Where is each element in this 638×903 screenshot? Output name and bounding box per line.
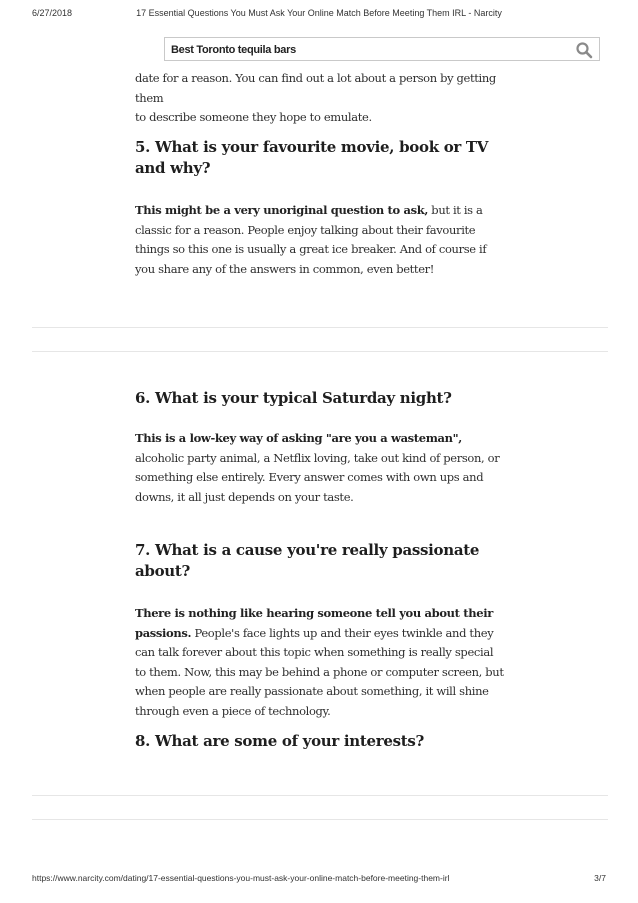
section-divider: [32, 327, 608, 328]
print-date: 6/27/2018: [32, 8, 73, 18]
print-url: https://www.narcity.com/dating/17-essential-questions-you-must-ask-your-online-match-before-meeting-them-irl: [32, 873, 450, 883]
question-6-body: alcoholic party animal, a Netflix loving, take out kind of person, or something else entirely. Every answer comes with own ups and downs, it all just depends on your taste.: [135, 450, 500, 504]
question-8-heading: 8. What are some of your interests?: [135, 732, 425, 750]
partial-paragraph-line-1: date for a reason. You can find out a lot about a person by getting them: [135, 71, 496, 105]
question-6-paragraph: [135, 429, 507, 507]
question-5-paragraph: [135, 201, 507, 279]
print-header: [32, 8, 606, 22]
question-5-body: but it is a classic for a reason. People enjoy talking about their favourite things so this one is usually a great ice breaker. And of course if you share any of the answers in common, even better!: [135, 203, 487, 276]
partial-paragraph: [135, 69, 507, 128]
search-input[interactable]: [171, 41, 561, 58]
question-6-section: [135, 388, 507, 507]
question-8-section: [135, 731, 507, 752]
section-divider: [32, 351, 608, 352]
question-6-lead: This is a low-key way of asking "are you a wasteman",: [135, 431, 462, 445]
print-footer: [32, 873, 606, 885]
search-icon[interactable]: [575, 41, 593, 59]
question-7-lead: There is nothing like hearing someone tell you about their passions.: [135, 606, 493, 640]
print-page-number: 3/7: [594, 873, 606, 883]
search-bar: [164, 37, 600, 61]
question-7-paragraph: [135, 604, 507, 721]
section-divider: [32, 819, 608, 820]
question-5-heading: 5. What is your favourite movie, book or TV and why?: [135, 138, 489, 177]
question-6-heading: 6. What is your typical Saturday night?: [135, 389, 452, 407]
question-7-body: People's face lights up and their eyes twinkle and they can talk forever about this topic when something is really special to them. Now, this may be behind a phone or computer screen, but when people are really passionate about something, it will shine through even a piece of technology.: [135, 625, 504, 718]
question-5-lead: This might be a very unoriginal question to ask,: [135, 203, 428, 217]
section-divider: [32, 795, 608, 796]
question-7-heading: 7. What is a cause you're really passionate about?: [135, 541, 480, 580]
question-7-section: [135, 540, 507, 721]
partial-paragraph-line-2: to describe someone they hope to emulate.: [135, 110, 372, 124]
print-page-title: 17 Essential Questions You Must Ask Your Online Match Before Meeting Them IRL - Narcity: [136, 8, 502, 18]
question-5-section: [135, 137, 507, 279]
